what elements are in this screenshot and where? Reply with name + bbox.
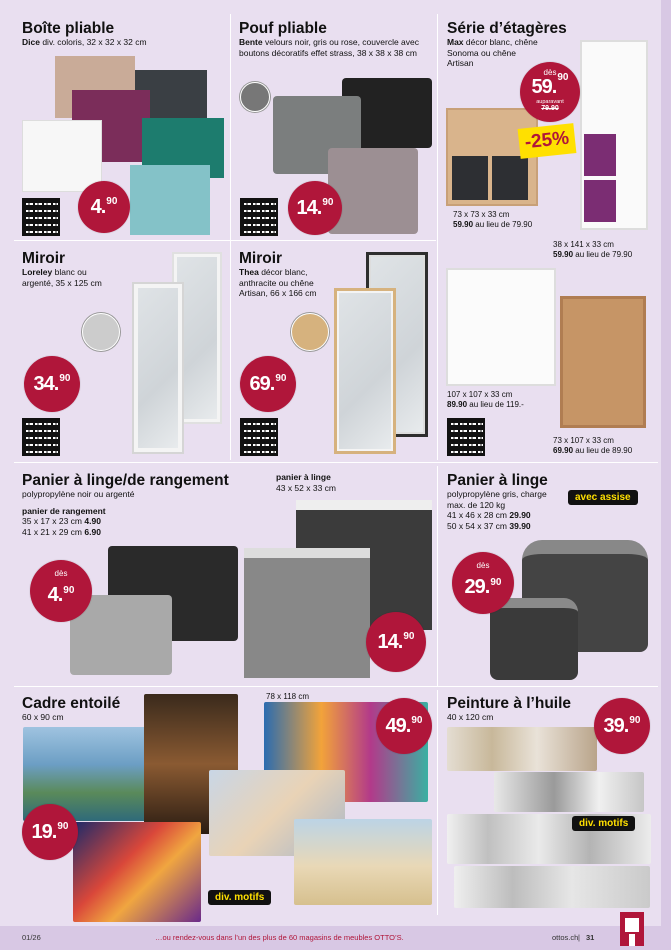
shelf-image xyxy=(446,268,556,386)
section-panier-rangement xyxy=(22,472,267,537)
pouf-image xyxy=(328,148,418,234)
section-title: Peinture à l’huile xyxy=(447,695,572,712)
page-number: 31 xyxy=(586,933,595,942)
shelf-drawer xyxy=(584,134,616,176)
section-desc: 60 x 90 cm xyxy=(22,712,64,722)
section-desc: polypropylène gris, charge max. de 120 kg xyxy=(447,489,547,510)
painting-image xyxy=(447,727,597,771)
footer-separator: | xyxy=(578,933,580,942)
motifs-tag: div. motifs xyxy=(572,816,635,831)
mirror-image xyxy=(132,282,184,454)
price-badge: 4. $^{90}$ xyxy=(78,181,130,233)
size-line: 41 x 46 x 28 cm 29.90 xyxy=(447,510,531,520)
price-badge: 34. $^{90}$ xyxy=(24,356,80,412)
feature-tag: avec assise xyxy=(568,490,638,505)
motifs-tag: div. motifs xyxy=(208,890,271,905)
section-desc: Loreley blanc ou argenté, 35 x 125 cm xyxy=(22,267,102,288)
size-line: 35 x 17 x 23 cm 4.90 xyxy=(22,516,101,526)
section-title: Boîte pliable xyxy=(22,20,115,37)
painting-image xyxy=(494,772,644,812)
section-desc: polypropylène noir ou argenté xyxy=(22,489,135,499)
section-panier-linge xyxy=(447,472,577,531)
variant-size: 73 x 73 x 33 cm 59.90 au lieu de 79.90 xyxy=(453,210,533,229)
section-title: Miroir xyxy=(22,250,66,267)
variant-size: 38 x 141 x 33 cm 59.90 au lieu de 79.90 xyxy=(553,240,633,259)
section-desc: 40 x 120 cm xyxy=(447,712,494,722)
box-image xyxy=(130,165,210,235)
qr-code[interactable] xyxy=(447,418,485,456)
section-desc: Dice div. coloris, 32 x 32 x 32 cm xyxy=(22,37,147,47)
section-title: Cadre entoilé xyxy=(22,695,121,712)
divider xyxy=(14,686,658,687)
qr-code[interactable] xyxy=(22,198,60,236)
price-badge: dès 4. $^{90}$ xyxy=(30,560,92,622)
size-label: 78 x 118 cm xyxy=(266,692,309,701)
section-pouf xyxy=(239,20,431,58)
detail-zoom xyxy=(291,313,329,351)
shelf-drawer xyxy=(452,156,488,200)
variant-size: 107 x 107 x 33 cm 89.90 au lieu de 119.- xyxy=(447,390,524,409)
divider xyxy=(437,690,438,915)
divider xyxy=(437,14,438,460)
section-boite xyxy=(22,20,227,48)
footer-site-link[interactable]: ottos.ch xyxy=(552,933,579,942)
shelf-drawer xyxy=(584,180,616,222)
box-image xyxy=(22,120,102,192)
price-badge: 14. $^{90}$ xyxy=(288,181,342,235)
divider xyxy=(14,462,658,463)
sub-title: panier à linge xyxy=(276,472,331,482)
canvas-beach-image xyxy=(294,819,432,905)
price-badge: dès 29. $^{90}$ xyxy=(452,552,514,614)
price-badge: 39. $^{90}$ xyxy=(594,698,650,754)
mirror-image xyxy=(334,288,396,454)
section-title: Panier à linge/de rangement xyxy=(22,472,229,489)
section-title: Miroir xyxy=(239,250,283,267)
section-peinture xyxy=(447,695,587,723)
hamper-image xyxy=(244,548,370,678)
footer-note: …ou rendez-vous dans l’un des plus de 60 magasins de meubles OTTO’S. xyxy=(155,933,404,942)
section-title: Série d’étagères xyxy=(447,20,567,37)
footer xyxy=(0,926,671,950)
section-desc: Max décor blanc, chêne Sonoma ou chêne Artisan xyxy=(447,37,538,68)
size-line: 41 x 21 x 29 cm 6.90 xyxy=(22,526,101,537)
section-desc: Bente velours noir, gris ou rose, couvercle avec boutons décoratifs effet strass, 38 x 38 x 38 cm xyxy=(239,37,420,58)
divider xyxy=(437,466,438,686)
section-panier-linge-size xyxy=(276,472,376,493)
qr-code[interactable] xyxy=(240,198,278,236)
price-badge: 49. $^{90}$ xyxy=(376,698,432,754)
shelf-drawer xyxy=(492,156,528,200)
detail-zoom xyxy=(240,82,270,112)
section-cadre xyxy=(22,695,162,723)
canvas-tiger-image xyxy=(73,822,201,922)
price-badge: 19. $^{90}$ xyxy=(22,804,78,860)
section-desc: Thea décor blanc, anthracite ou chêne Artisan, 66 x 166 cm xyxy=(239,267,317,298)
divider xyxy=(230,14,231,460)
hamper-image xyxy=(490,598,578,680)
footer-edition: 01/26 xyxy=(22,933,41,942)
section-etageres xyxy=(447,20,587,69)
section-title: Panier à linge xyxy=(447,472,548,489)
price-badge: 14. $^{90}$ xyxy=(366,612,426,672)
price-badge: 69. $^{90}$ xyxy=(240,356,296,412)
variant-size: 73 x 107 x 33 cm 69.90 au lieu de 89.90 xyxy=(553,436,633,455)
detail-zoom xyxy=(82,313,120,351)
right-edge-strip xyxy=(661,0,671,950)
size-line: 43 x 52 x 33 cm xyxy=(276,482,337,493)
qr-code[interactable] xyxy=(22,418,60,456)
qr-code[interactable] xyxy=(240,418,278,456)
section-miroir-2 xyxy=(239,250,334,299)
divider xyxy=(14,240,436,241)
store-icon xyxy=(620,912,644,946)
painting-image xyxy=(454,866,650,908)
price-badge: dès 59.90 auparavant 79.90 xyxy=(520,62,580,122)
section-miroir-1 xyxy=(22,250,117,288)
shelf-image xyxy=(560,296,646,428)
size-line: 50 x 54 x 37 cm 39.90 xyxy=(447,520,531,531)
section-title: Pouf pliable xyxy=(239,20,327,37)
discount-tag: -25% xyxy=(518,123,577,159)
sub-title: panier de rangement xyxy=(22,505,106,516)
